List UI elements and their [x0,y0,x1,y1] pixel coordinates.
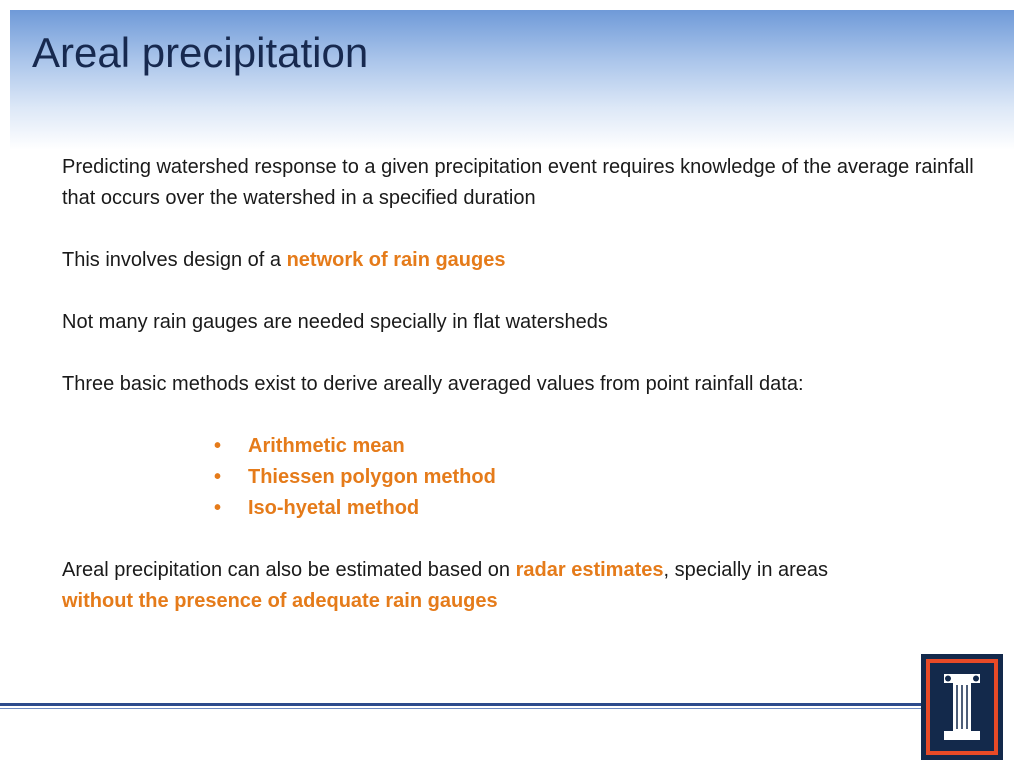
list-item [214,493,982,524]
spacer [62,338,982,369]
spacer [62,524,982,555]
method-arithmetic-mean: Arithmetic mean [248,435,405,457]
list-item [214,431,982,462]
paragraph-text: Three basic methods exist to derive areally averaged values from point rainfall data: [62,373,804,395]
bullet-icon: • [214,466,222,488]
paragraph-network-design [62,245,982,276]
paragraph-text: Areal precipitation can also be estimated based on [62,559,516,581]
paragraph-radar-estimates [62,555,982,617]
paragraph-flat-watersheds [62,307,982,338]
paragraph-three-methods [62,369,982,400]
footer-rule-thin [0,708,922,709]
illinois-logo [921,654,1003,760]
spacer [62,214,982,245]
footer-rule [0,703,922,706]
spacer [62,400,982,431]
highlight-without-adequate-gauges: without the presence of adequate rain gauges [62,590,498,612]
paragraph-watershed-response [62,152,982,214]
illinois-block-i-icon [921,654,1003,760]
methods-list [62,431,982,524]
paragraph-text: Not many rain gauges are needed specially in flat watersheds [62,311,608,333]
title-band [10,10,1014,150]
bullet-icon: • [214,435,222,457]
highlight-network-of-rain-gauges: network of rain gauges [286,249,506,271]
method-iso-hyetal: Iso-hyetal method [248,497,420,519]
list-item [214,462,982,493]
paragraph-text: This involves design of a [62,249,287,271]
highlight-radar-estimates: radar estimates [515,559,664,581]
paragraph-text: Predicting watershed response to a given precipitation event requires knowledge of the average rainfall that occurs over the watershed in a specified duration [62,156,974,209]
method-thiessen-polygon: Thiessen polygon method [248,466,496,488]
spacer [62,276,982,307]
slide-title: Areal precipitation [32,29,369,76]
paragraph-text: , specially in areas [663,559,829,581]
slide-content [62,152,982,617]
bullet-icon: • [214,497,222,519]
